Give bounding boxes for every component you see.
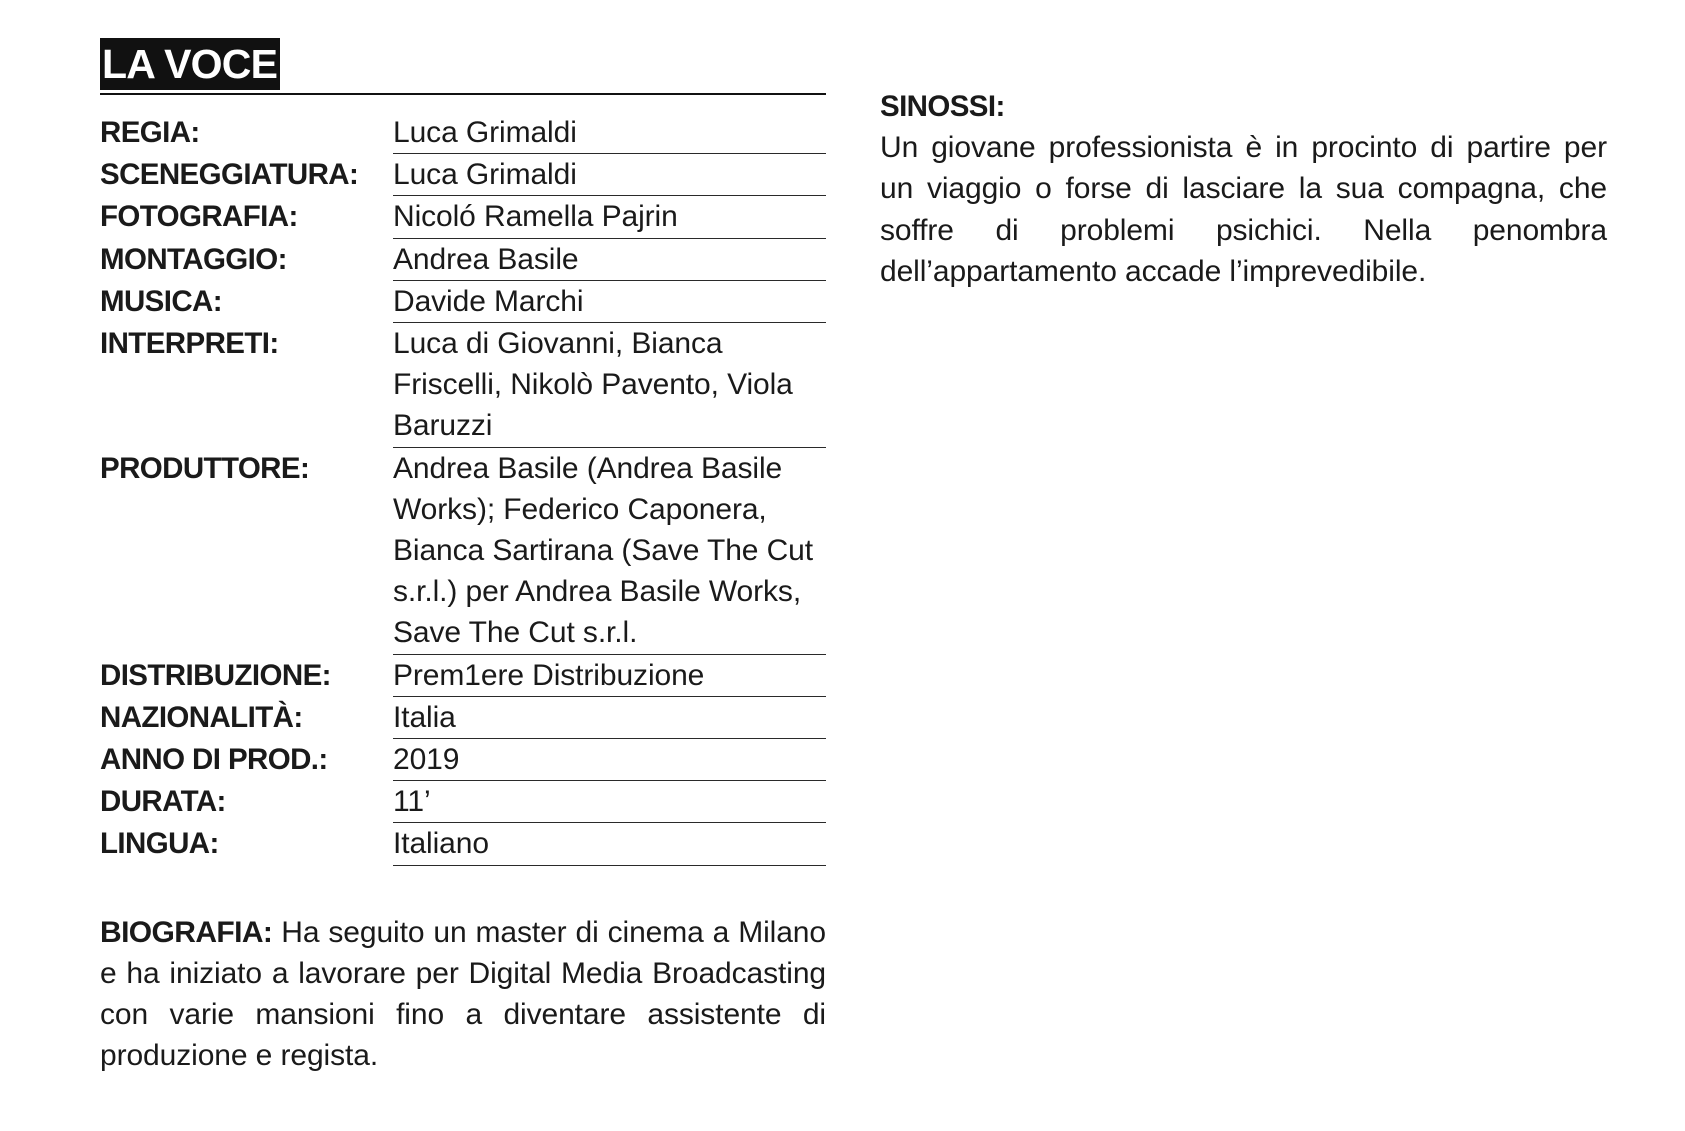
credit-row-distribuzione [100,655,826,697]
credit-row-fotografia [100,196,826,238]
credit-row-anno [100,739,826,781]
credit-value: Italia [393,697,826,739]
credit-row-musica [100,281,826,323]
credit-label: LINGUA: [100,827,219,861]
credit-label: DURATA: [100,785,226,819]
biography-label: BIOGRAFIA: [100,915,273,949]
biography-text: Ha seguito un master di cinema a Milano e ha iniziato a lavorare per Digital Media Broadcasting con varie mansioni fino a diventare assistente di produzione e regista. [100,915,826,1073]
synopsis-column [880,86,1607,292]
biography [100,912,826,1077]
credit-label: MONTAGGIO: [100,242,287,276]
credit-value: 11’ [393,781,826,823]
credit-value: Nicoló Ramella Pajrin [393,196,826,238]
credit-label: FOTOGRAFIA: [100,200,298,234]
credit-row-lingua [100,823,826,865]
credit-label: SCENEGGIATURA: [100,158,359,192]
credits-column [100,38,826,1076]
credit-value: Luca di Giovanni, Bianca Friscelli, Nikolò Pavento, Viola Baruzzi [393,323,826,448]
credit-value: Luca Grimaldi [393,154,826,196]
credit-label: REGIA: [100,116,200,149]
film-title: LA VOCE [100,38,280,90]
credit-label: MUSICA: [100,284,222,318]
credit-row-regia [100,112,826,154]
credit-value: Andrea Basile (Andrea Basile Works); Federico Caponera, Bianca Sartirana (Save The Cut s.r.l.) per Andrea Basile Works, Save The Cut s.r.l. [393,448,826,655]
credit-label: ANNO DI PROD.: [100,743,328,777]
credit-row-sceneggiatura [100,154,826,196]
credit-label: DISTRIBUZIONE: [100,658,331,692]
credit-value: Italiano [393,823,826,865]
title-bar [100,38,826,95]
credit-value: 2019 [393,739,826,781]
credit-value: Davide Marchi [393,281,826,323]
credit-label: NAZIONALITÀ: [100,700,303,734]
credit-row-montaggio [100,239,826,281]
credit-value: Prem1ere Distribuzione [393,655,826,697]
synopsis-text: Un giovane professionista è in procinto di partire per un viaggio o forse di lasciare la sua compagna, che soffre di problemi psichici. Nella penombra dell’appartamento accade l’imprevedibile. [880,131,1607,288]
credits-table [100,112,826,866]
credit-value: Andrea Basile [393,239,826,281]
synopsis-label: SINOSSI: [880,90,1005,123]
credit-value: Luca Grimaldi [393,112,826,154]
credit-row-produttore [100,448,826,655]
credit-row-durata [100,781,826,823]
credit-label: INTERPRETI: [100,327,279,361]
credit-row-nazionalita [100,697,826,739]
credit-row-interpreti [100,323,826,448]
credit-label: PRODUTTORE: [100,451,310,485]
